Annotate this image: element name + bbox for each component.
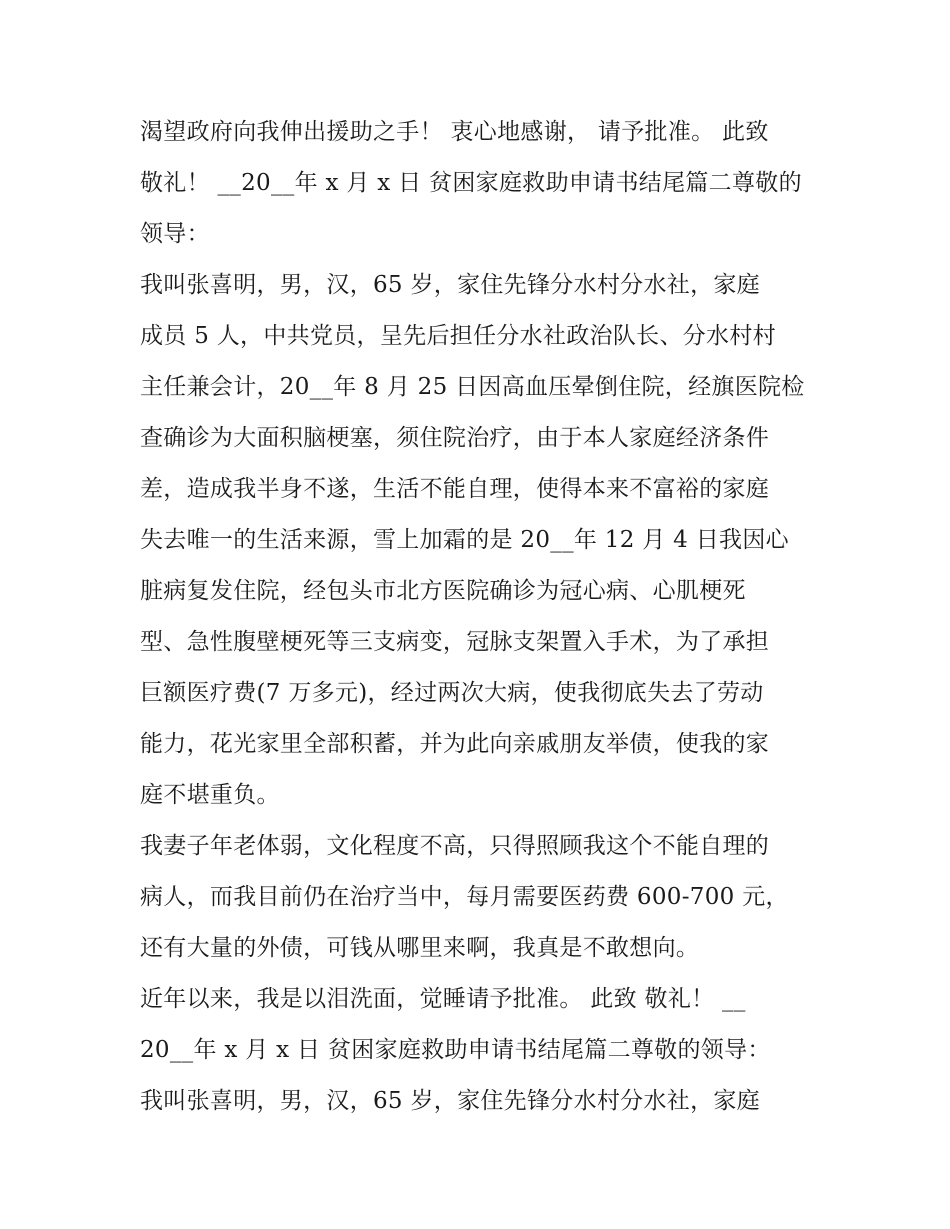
text-line: 渴望政府向我伸出援助之手！ 衷心地感谢， 请予批准。 此致 (140, 119, 769, 145)
text-line: 敬礼！ __20__年 x 月 x 日 贫困家庭救助申请书结尾篇二尊敬的 (140, 170, 802, 196)
text-line: 还有大量的外债，可钱从哪里来啊，我真是不敢想向。 (140, 935, 700, 961)
text-line: 庭不堪重负。 (140, 782, 280, 808)
text-line: 近年以来，我是以泪洗面，觉睡请予批准。 此致 敬礼！ __ (140, 986, 746, 1012)
text-line: 成员 5 人，中共党员，呈先后担任分水社政治队长、分水村村 (140, 323, 776, 349)
text-line: 主任兼会计，20__年 8 月 25 日因高血压晕倒住院，经旗医院检 (140, 374, 805, 400)
text-line: 我妻子年老体弱，文化程度不高，只得照顾我这个不能自理的 (140, 833, 770, 859)
text-line: 领导： (140, 221, 210, 247)
text-line: 20__年 x 月 x 日 贫困家庭救助申请书结尾篇二尊敬的领导： (140, 1037, 771, 1063)
text-line: 我叫张喜明，男，汉，65 岁，家住先锋分水村分水社，家庭 (140, 1088, 760, 1114)
text-line: 能力，花光家里全部积蓄，并为此向亲戚朋友举债，使我的家 (140, 731, 770, 757)
text-line: 脏病复发住院，经包头市北方医院确诊为冠心病、心肌梗死 (140, 578, 746, 604)
text-line: 失去唯一的生活来源，雪上加霜的是 20__年 12 月 4 日我因心 (140, 527, 789, 553)
text-line: 差，造成我半身不遂，生活不能自理，使得本来不富裕的家庭 (140, 476, 770, 502)
text-line: 查确诊为大面积脑梗塞，须住院治疗，由于本人家庭经济条件 (140, 425, 770, 451)
text-line: 我叫张喜明，男，汉，65 岁，家住先锋分水村分水社，家庭 (140, 272, 760, 298)
text-line: 型、急性腹壁梗死等三支病变，冠脉支架置入手术，为了承担 (140, 629, 770, 655)
text-line: 病人，而我目前仍在治疗当中，每月需要医药费 600-700 元， (140, 884, 789, 910)
text-line: 巨额医疗费(7 万多元)，经过两次大病，使我彻底失去了劳动 (140, 680, 764, 706)
document-body (140, 107, 820, 1127)
